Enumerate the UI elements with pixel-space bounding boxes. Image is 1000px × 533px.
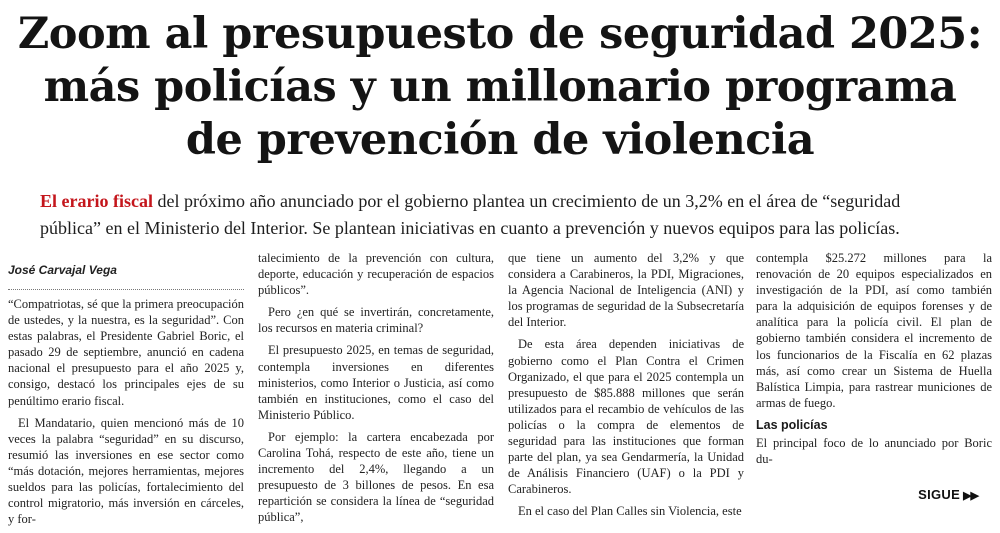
column-paragraph: El Mandatario, quien mencionó más de 10 veces la palabra “seguridad” en su discurso, resumió las inversiones en ese sector como “más dotación, mejores herramientas, mejores sueldos para las policías, fortalecimiento del control migratorio, más inversión en cárceles, y for-: [8, 415, 244, 527]
column-paragraph: contempla $25.272 millones para la renovación de 20 equipos especializados en investigación de la PDI, así como también para la adquisición de equipos forenses y de analítica para la policía civil. El plan de gobierno también considera el incremento de los funcionarios de la Fiscalía en 62 plazas más, así como crear un Sistema de Huella Balística Limpia, para rastrear municiones de armas de fuego.: [756, 251, 992, 410]
article-column-3: [508, 250, 744, 526]
column-paragraph: “Compatriotas, sé que la primera preocupación de ustedes, y la nuestra, es la seguridad”. Con estas palabras, el Presidente Gabriel Boric, el pasado 29 de septiembre, anunció en cadena nacional el presupuesto para el año 2025 y, consigo, destacó los principales ejes de su penúltimo erario fiscal.: [8, 297, 244, 408]
lead-highlight: El erario fiscal: [40, 191, 153, 211]
column-paragraph: Pero ¿en qué se invertirán, concretamente, los recursos en materia criminal?: [258, 305, 494, 336]
double-arrow-icon: ▶▶: [963, 490, 978, 502]
article-column-1: [8, 250, 244, 533]
author-byline: José Carvajal Vega: [8, 263, 117, 277]
headline: [0, 8, 1000, 167]
section-subhead: Las policías: [756, 417, 828, 432]
column-paragraph: De esta área dependen iniciativas de gobierno como el Plan Contra el Crimen Organizado, el que para el 2025 contempla un presupuesto de $85.888 millones que serán utilizados para el recambio de vehículos de las policías o la compra de elementos de seguridad para las instituciones que forman parte del plan, ya sea Gendarmería, la Unidad de Análisis Financiero (UAF) o la PDI y Carabineros.: [508, 337, 744, 497]
column-paragraph: El presupuesto 2025, en temas de seguridad, contempla inversiones en diferentes ministerios, como Interior o Justicia, así como también en instituciones, como el caso del Ministerio Público.: [258, 343, 494, 422]
continue-label: SIGUE: [918, 487, 961, 502]
headline-line-1: Zoom al presupuesto de seguridad 2025:: [17, 9, 983, 59]
headline-line-2: más policías y un millonario programa: [43, 62, 957, 112]
column-paragraph: talecimiento de la prevención con cultura, deporte, educación y recuperación de espacios públicos”.: [258, 251, 494, 298]
lead-paragraph: [40, 188, 965, 242]
headline-line-3: de prevención de violencia: [185, 115, 815, 165]
lead-text: del próximo año anunciado por el gobierno plantea un crecimiento de un 3,2% en el área de “seguridad pública” en el Ministerio del Interior. Se plantean iniciativas en cuanto a prevención y nuevos equipos para las policías.: [40, 191, 901, 238]
column-paragraph: Por ejemplo: la cartera encabezada por Carolina Tohá, respecto de este año, tiene un incremento del 2,4%, llegando a un presupuesto de 3 billones de pesos. En esa repartición se considera la línea de “seguridad pública”,: [258, 429, 494, 525]
article-column-4: [756, 250, 992, 473]
column-paragraph: que tiene un aumento del 3,2% y que considera a Carabineros, la PDI, Migraciones, la Agencia Nacional de Inteligencia (ANI) y los programas de seguridad de la Subsecretaría del Interior.: [508, 251, 744, 330]
column-paragraph: El principal foco de lo anunciado por Boric du-: [756, 436, 992, 467]
column-paragraph: En el caso del Plan Calles sin Violencia, este: [518, 504, 742, 519]
continue-marker: [918, 487, 978, 502]
article-column-2: [258, 250, 494, 532]
